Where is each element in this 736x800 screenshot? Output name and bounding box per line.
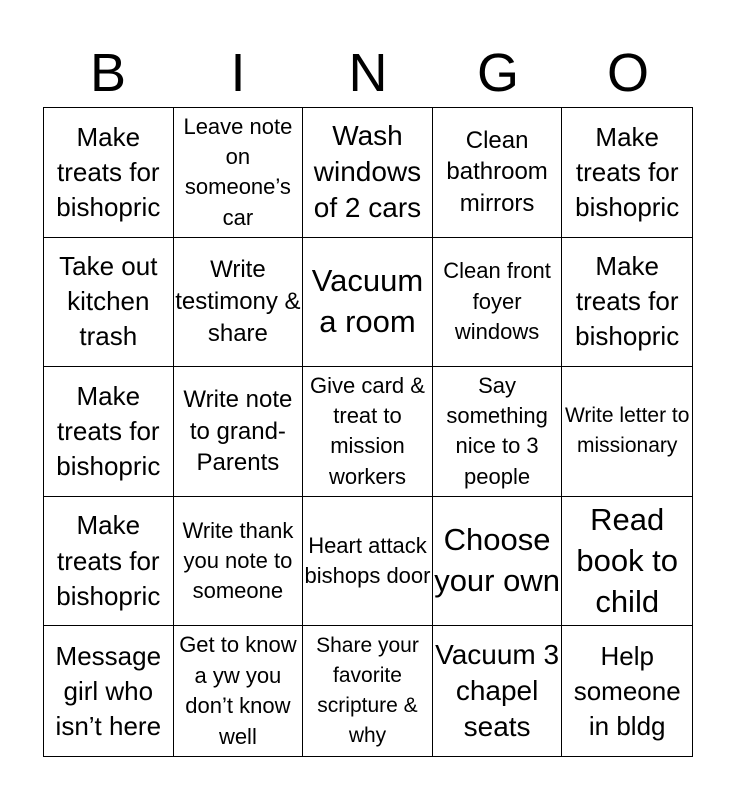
bingo-cell[interactable] <box>433 626 563 756</box>
bingo-cell[interactable] <box>433 367 563 497</box>
cell-text: Wash windows of 2 cars <box>313 119 422 224</box>
bingo-cell[interactable] <box>562 108 692 238</box>
bingo-cell[interactable] <box>303 626 433 756</box>
header-letter-g: G <box>476 43 519 103</box>
cell-text: Write thank you note to someone <box>182 517 294 604</box>
cell-text: Give card & treat to mission workers <box>310 372 425 489</box>
bingo-cell[interactable] <box>433 497 563 627</box>
bingo-header <box>43 40 693 106</box>
cell-text: Share your favorite scripture & why <box>316 634 419 748</box>
bingo-cell[interactable] <box>44 367 174 497</box>
bingo-cell[interactable] <box>174 626 304 756</box>
cell-text: Choose your own <box>434 522 560 599</box>
bingo-cell[interactable] <box>433 238 563 368</box>
bingo-cell[interactable] <box>44 108 174 238</box>
cell-text: Clean bathroom mirrors <box>446 126 548 218</box>
cell-text: Make treats for bishopric <box>56 510 161 611</box>
bingo-grid <box>43 107 693 757</box>
cell-text: Make treats for bishopric <box>56 121 161 222</box>
bingo-cell[interactable] <box>303 238 433 368</box>
header-letter-o: O <box>606 43 649 103</box>
cell-text: Leave note on someone’s car <box>183 113 293 230</box>
header-letter-b: B <box>89 43 127 103</box>
cell-text: Message girl who isn’t here <box>55 640 162 741</box>
cell-text: Write note to grand-Parents <box>183 385 293 477</box>
cell-text: Read book to child <box>576 501 679 619</box>
bingo-cell[interactable] <box>303 367 433 497</box>
bingo-cell[interactable] <box>174 367 304 497</box>
cell-text: Write testimony & share <box>175 256 301 347</box>
bingo-cell[interactable] <box>433 108 563 238</box>
cell-text: Help someone in bldg <box>573 640 681 741</box>
bingo-cell[interactable] <box>44 626 174 756</box>
cell-text: Take out kitchen trash <box>59 251 158 352</box>
bingo-cell[interactable] <box>562 497 692 627</box>
bingo-cell[interactable] <box>303 108 433 238</box>
header-letter-n: N <box>348 43 388 103</box>
cell-text: Vacuum a room <box>311 262 424 339</box>
header-letter-i: I <box>230 43 246 103</box>
cell-text: Clean front foyer windows <box>443 258 551 345</box>
cell-text: Make treats for bishopric <box>575 251 680 352</box>
bingo-cell[interactable] <box>44 497 174 627</box>
bingo-cell[interactable] <box>174 497 304 627</box>
cell-text: Heart attack bishops door <box>304 532 431 589</box>
cell-text: Write letter to missionary <box>564 404 690 458</box>
cell-text: Make treats for bishopric <box>56 380 161 482</box>
cell-text: Make treats for bishopric <box>575 121 680 222</box>
bingo-cell[interactable] <box>174 108 304 238</box>
cell-text: Get to know a yw you don’t know well <box>179 632 297 749</box>
bingo-cell[interactable] <box>174 238 304 368</box>
bingo-cell[interactable] <box>303 497 433 627</box>
bingo-cell[interactable] <box>562 367 692 497</box>
bingo-cell[interactable] <box>44 238 174 368</box>
cell-text: Say something nice to 3 people <box>446 372 548 489</box>
bingo-cell[interactable] <box>562 626 692 756</box>
bingo-cell[interactable] <box>562 238 692 368</box>
cell-text: Vacuum 3 chapel seats <box>435 638 560 743</box>
